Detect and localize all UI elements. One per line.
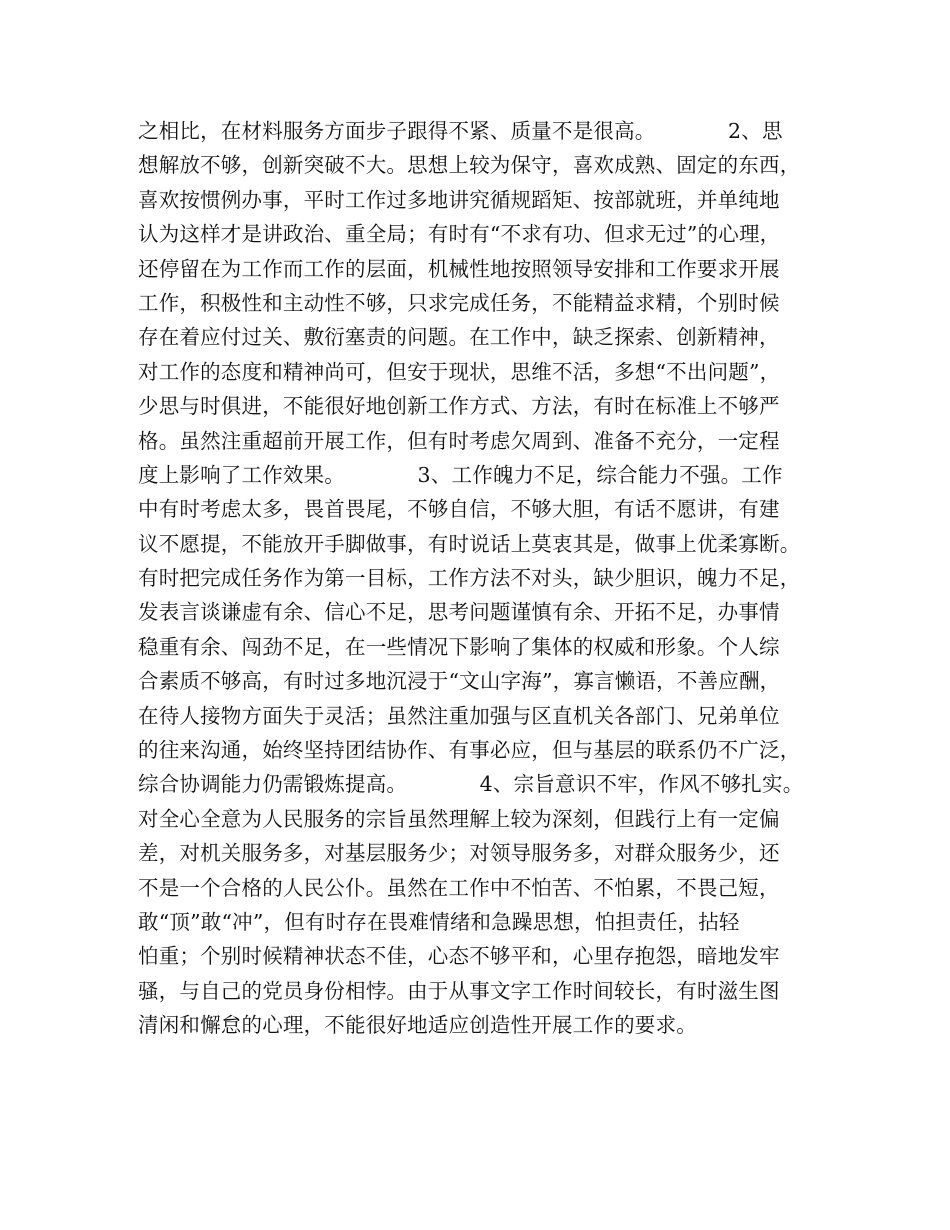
text-line: 敢“顶”敢“冲”，但有时存在畏难情绪和急躁思想，怕担责任，拈轻 (138, 909, 740, 934)
text-line: 的往来沟通，始终坚持团结协作、有事必应，但与基层的联系仍不广泛， (138, 738, 801, 763)
text-line: 还停留在为工作而工作的层面，机械性地按照领导安排和工作要求开展 (138, 256, 780, 281)
text-line: 喜欢按惯例办事，平时工作过多地讲究循规蹈矩、按部就班，并单纯地 (138, 187, 780, 212)
text-line: 不是一个合格的人民公仆。虽然在工作中不怕苦、不怕累，不畏己短， (138, 875, 780, 900)
text-line: 怕重；个别时候精神状态不佳，心态不够平和，心里存抱怨，暗地发牢 (138, 944, 780, 969)
text-line: 认为这样才是讲政治、重全局；有时有“不求有功、但求无过”的心理， (138, 222, 781, 247)
text-line: 议不愿提，不能放开手脚做事，有时说话上莫衷其是，做事上优柔寡断。 (138, 531, 801, 556)
text-line: 对工作的态度和精神尚可，但安于现状，思维不活，多想“不出问题”， (138, 359, 781, 384)
text-line: 稳重有余、闯劲不足，在一些情况下影响了集体的权威和形象。个人综 (138, 634, 780, 659)
text-line: 工作，积极性和主动性不够，只求完成任务，不能精益求精，个别时候 (138, 290, 780, 315)
body-text (138, 114, 838, 1043)
text-line: 存在着应付过关、敷衍塞责的问题。在工作中，缺乏探索、创新精神， (138, 325, 780, 350)
text-line: 骚，与自己的党员身份相悖。由于从事文字工作时间较长，有时滋生图 (138, 978, 780, 1003)
text-line: 清闲和懈怠的心理，不能很好地适应创造性开展工作的要求。 (138, 1013, 697, 1038)
text-line: 差，对机关服务多，对基层服务少；对领导服务多，对群众服务少，还 (138, 841, 780, 866)
text-line: 少思与时俱进，不能很好地创新工作方式、方法，有时在标准上不够严 (138, 394, 780, 419)
text-line: 想解放不够，创新突破不大。思想上较为保守，喜欢成熟、固定的东西， (138, 153, 801, 178)
text-line: 发表言谈谦虚有余、信心不足，思考问题谨慎有余、开拓不足，办事情 (138, 600, 780, 625)
text-line: 对全心全意为人民服务的宗旨虽然理解上较为深刻，但践行上有一定偏 (138, 806, 780, 831)
text-line: 在待人接物方面失于灵活；虽然注重加强与区直机关各部门、兄弟单位 (138, 703, 780, 728)
text-line: 中有时考虑太多，畏首畏尾，不够自信，不够大胆，有话不愿讲，有建 (138, 497, 780, 522)
text-line: 度上影响了工作效果。 3、工作魄力不足，综合能力不强。工作 (138, 462, 783, 487)
text-line: 之相比，在材料服务方面步子跟得不紧、质量不是很高。 2、思 (138, 119, 783, 143)
text-line: 综合协调能力仍需锻炼提高。 4、宗旨意识不牢，作风不够扎实。 (138, 772, 804, 797)
text-line: 合素质不够高，有时过多地沉浸于“文山字海”，寡言懒语，不善应酬， (138, 669, 781, 694)
text-line: 格。虽然注重超前开展工作，但有时考虑欠周到、准备不充分，一定程 (138, 428, 780, 453)
text-line: 有时把完成任务作为第一目标，工作方法不对头，缺少胆识，魄力不足， (138, 566, 801, 591)
